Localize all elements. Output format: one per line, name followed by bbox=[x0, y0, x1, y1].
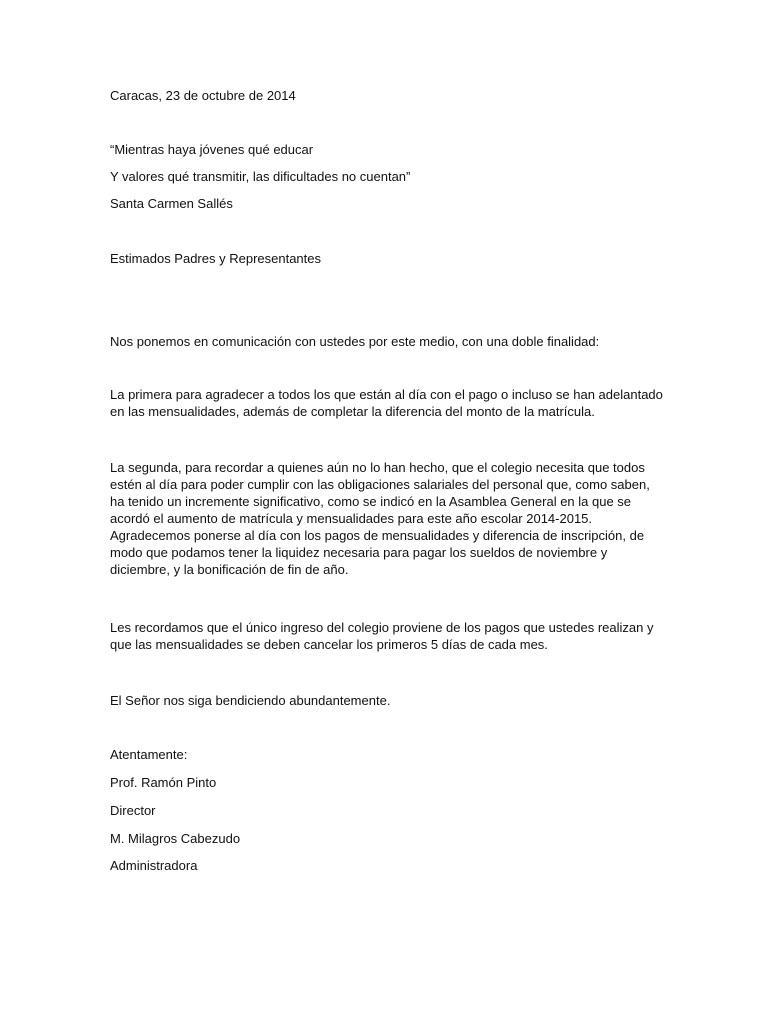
paragraph-line: diciembre, y la bonificación de fin de año. bbox=[110, 562, 349, 577]
signatory-role-1: Director bbox=[110, 803, 156, 818]
paragraph-line: ha tenido un incremente significativo, como se indicó en la Asamblea General en la que se bbox=[110, 494, 632, 509]
paragraph-line: La primera para agradecer a todos los que están al día con el pago o incluso se han adelantado bbox=[110, 387, 663, 402]
paragraph-line: estén al día para poder cumplir con las obligaciones salariales del personal que, como saben, bbox=[110, 477, 650, 492]
paragraph-line: Agradecemos ponerse al día con los pagos de mensualidades y diferencia de inscripción, de bbox=[110, 528, 645, 543]
closing: Atentamente: bbox=[110, 747, 188, 762]
paragraph-line: Les recordamos que el único ingreso del colegio proviene de los pagos que ustedes realizan y bbox=[110, 620, 654, 635]
motto-line-1: “Mientras haya jóvenes qué educar bbox=[110, 142, 314, 157]
signatory-name-1: Prof. Ramón Pinto bbox=[110, 775, 217, 790]
letter-date: Caracas, 23 de octubre de 2014 bbox=[110, 88, 296, 103]
signatory-name-2: M. Milagros Cabezudo bbox=[110, 831, 241, 846]
paragraph-reminder bbox=[110, 459, 650, 578]
paragraph-line: en las mensualidades, además de completar la diferencia del monto de la matrícula. bbox=[110, 404, 595, 419]
paragraph-line: acordó el aumento de matrícula y mensualidades para este año escolar 2014-2015. bbox=[110, 511, 593, 526]
paragraph-line: modo que podamos tener la liquidez necesaria para pagar los sueldos de noviembre y bbox=[110, 545, 608, 560]
paragraph-line: La segunda, para recordar a quienes aún no lo han hecho, que el colegio necesita que todos bbox=[110, 460, 645, 475]
blessing: El Señor nos siga bendiciendo abundantemente. bbox=[110, 693, 391, 708]
salutation: Estimados Padres y Representantes bbox=[110, 251, 321, 266]
paragraph-income-note bbox=[110, 619, 654, 653]
motto-line-2: Y valores qué transmitir, las dificultades no cuentan” bbox=[110, 169, 411, 184]
signatory-role-2: Administradora bbox=[110, 858, 198, 873]
motto-author: Santa Carmen Sallés bbox=[110, 196, 233, 211]
paragraph-line: que las mensualidades se deben cancelar los primeros 5 días de cada mes. bbox=[110, 637, 548, 652]
intro-paragraph: Nos ponemos en comunicación con ustedes por este medio, con una doble finalidad: bbox=[110, 334, 600, 349]
paragraph-gratitude bbox=[110, 386, 663, 420]
